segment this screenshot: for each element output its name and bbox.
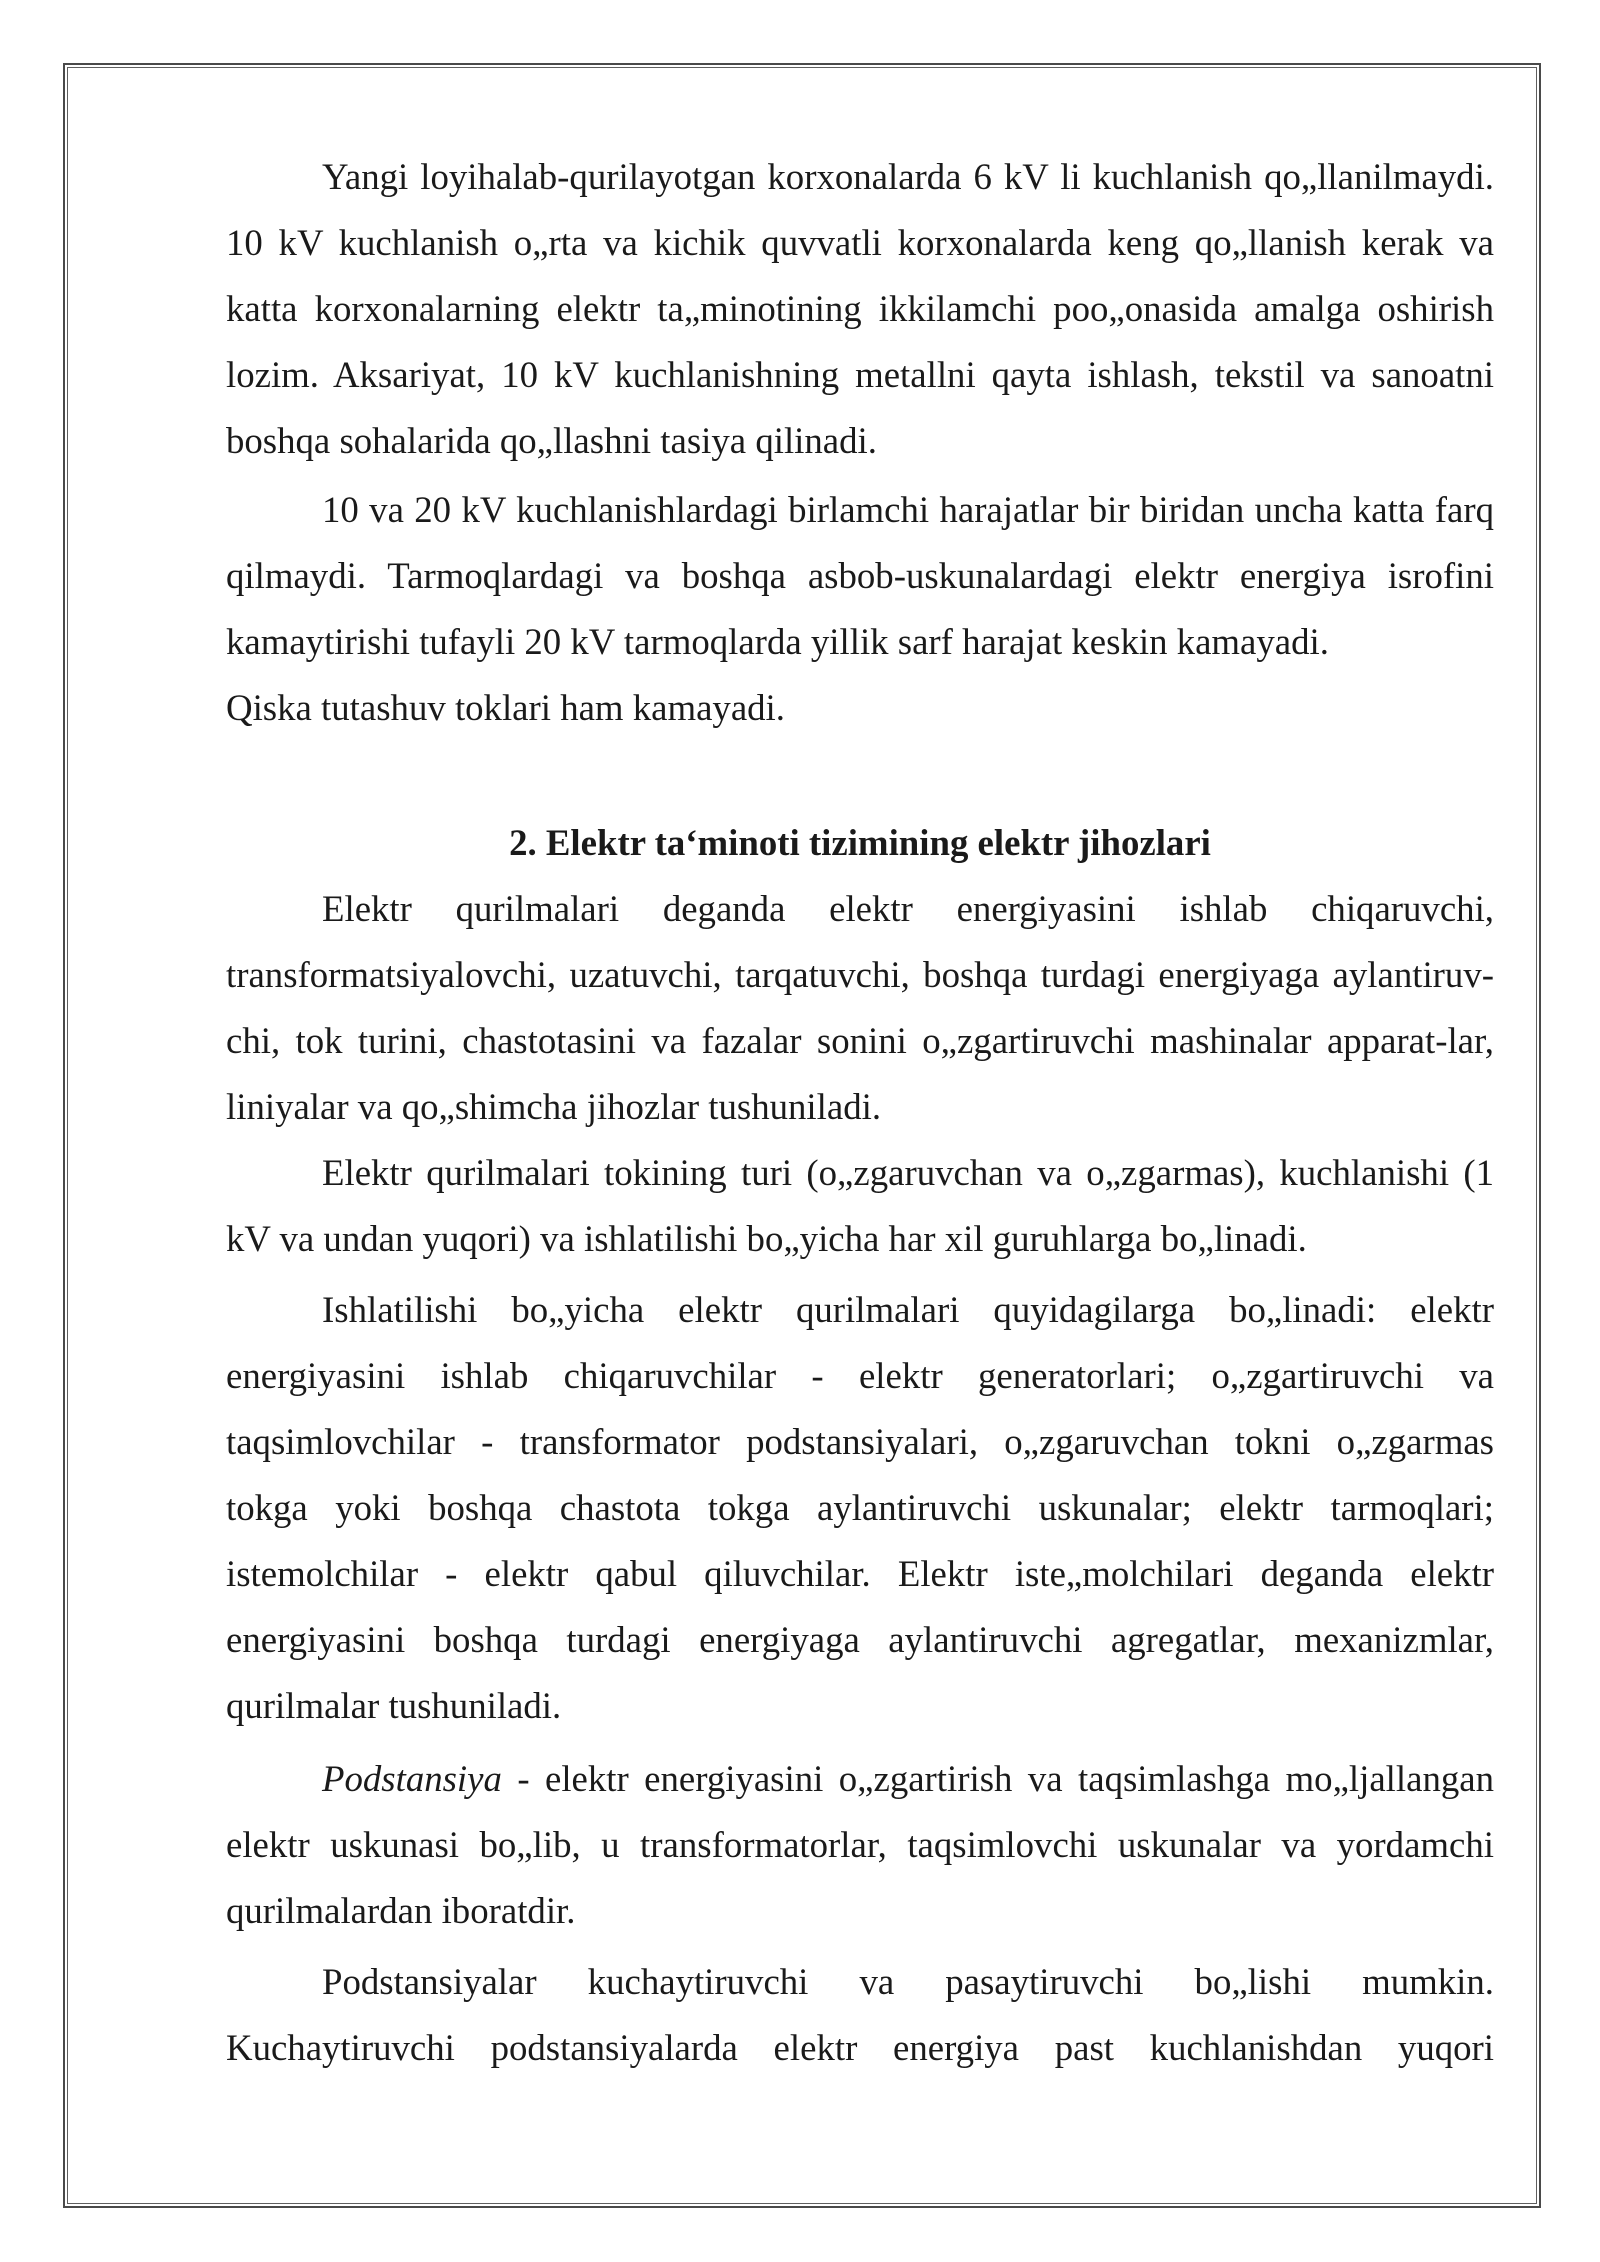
text-line: Podstansiyalar kuchaytiruvchi va pasaytiruvchi bo„lishi mumkin.	[322, 1961, 1494, 2002]
paragraph	[226, 477, 1494, 675]
text-line: kamaytirishi tufayli 20 kV tarmoqlarda yillik sarf harajat keskin kamayadi.	[226, 621, 1329, 662]
paragraph	[226, 144, 1494, 474]
text-line: Ishlatilishi bo„yicha elektr qurilmalari quyidagilarga bo„linadi: elektr	[322, 1289, 1494, 1330]
section-heading: 2. Elektr ta‘minoti tizimining elektr jihozlari	[509, 822, 1211, 863]
text-line: Kuchaytiruvchi podstansiyalarda elektr energiya past kuchlanishdan yuqori	[226, 2027, 1494, 2068]
text-line: chi, tok turini, chastotasini va fazalar sonini o„zgartiruvchi mashinalar apparat-lar,	[226, 1020, 1494, 1061]
paragraph	[226, 1949, 1494, 2081]
text-line: lozim. Aksariyat, 10 kV kuchlanishning metallni qayta ishlash, tekstil va sanoatni	[226, 354, 1494, 395]
text-line: qurilmalar tushuniladi.	[226, 1685, 562, 1726]
text-line: energiyasini ishlab chiqaruvchilar - elektr generatorlari; o„zgartiruvchi va	[226, 1355, 1494, 1396]
paragraph	[226, 675, 1494, 741]
text-line: boshqa sohalarida qo„llashni tasiya qilinadi.	[226, 420, 877, 461]
text-line: tokga yoki boshqa chastota tokga aylantiruvchi uskunalar; elektr tarmoqlari;	[226, 1487, 1494, 1528]
text-line: Elektr qurilmalari deganda elektr energiyasini ishlab chiqaruvchi,	[322, 888, 1494, 929]
text-line: 10 kV kuchlanish o„rta va kichik quvvatli korxonalarda keng qo„llanish kerak va	[226, 222, 1494, 263]
page-content	[226, 144, 1494, 2081]
text-line: energiyasini boshqa turdagi energiyaga aylantiruvchi agregatlar, mexanizmlar,	[226, 1619, 1494, 1660]
text-line: kV va undan yuqori) va ishlatilishi bo„yicha har xil guruhlarga bo„linadi.	[226, 1218, 1307, 1259]
text-line: transformatsiyalovchi, uzatuvchi, tarqatuvchi, boshqa turdagi energiyaga aylantiruv-	[226, 954, 1494, 995]
text-line: katta korxonalarning elektr ta„minotining ikkilamchi poo„onasida amalga oshirish	[226, 288, 1494, 329]
paragraph	[226, 876, 1494, 1140]
text-line: liniyalar va qo„shimcha jihozlar tushuniladi.	[226, 1086, 882, 1127]
text-line: elektr uskunasi bo„lib, u transformatorlar, taqsimlovchi uskunalar va yordamchi	[226, 1824, 1494, 1865]
text-line: Elektr qurilmalari tokining turi (o„zgaruvchan va o„zgarmas), kuchlanishi (1	[322, 1152, 1494, 1193]
text-line	[226, 1746, 1494, 1812]
text-line: istemolchilar - elektr qabul qiluvchilar. Elektr iste„molchilari deganda elektr	[226, 1553, 1494, 1594]
paragraph	[226, 1277, 1494, 1739]
italic-term: Podstansiya	[322, 1758, 502, 1799]
text-line: Yangi loyihalab-qurilayotgan korxonalarda 6 kV li kuchlanish qo„llanilmaydi.	[322, 156, 1494, 197]
paragraph	[226, 1746, 1494, 1944]
paragraph	[226, 1140, 1494, 1272]
text-line: 10 va 20 kV kuchlanishlardagi birlamchi harajatlar bir biridan uncha katta farq	[322, 489, 1494, 530]
text-line: taqsimlovchilar - transformator podstansiyalari, o„zgaruvchan tokni o„zgarmas	[226, 1421, 1494, 1462]
text-line: qurilmalardan iboratdir.	[226, 1890, 576, 1931]
text-line: qilmaydi. Tarmoqlardagi va boshqa asbob-uskunalardagi elektr energiya isrofini	[226, 555, 1494, 596]
text-line-rest: - elektr energiyasini o„zgartirish va taqsimlashga mo„ljallangan	[517, 1758, 1494, 1799]
text-line: Qiska tutashuv toklari ham kamayadi.	[226, 687, 785, 728]
